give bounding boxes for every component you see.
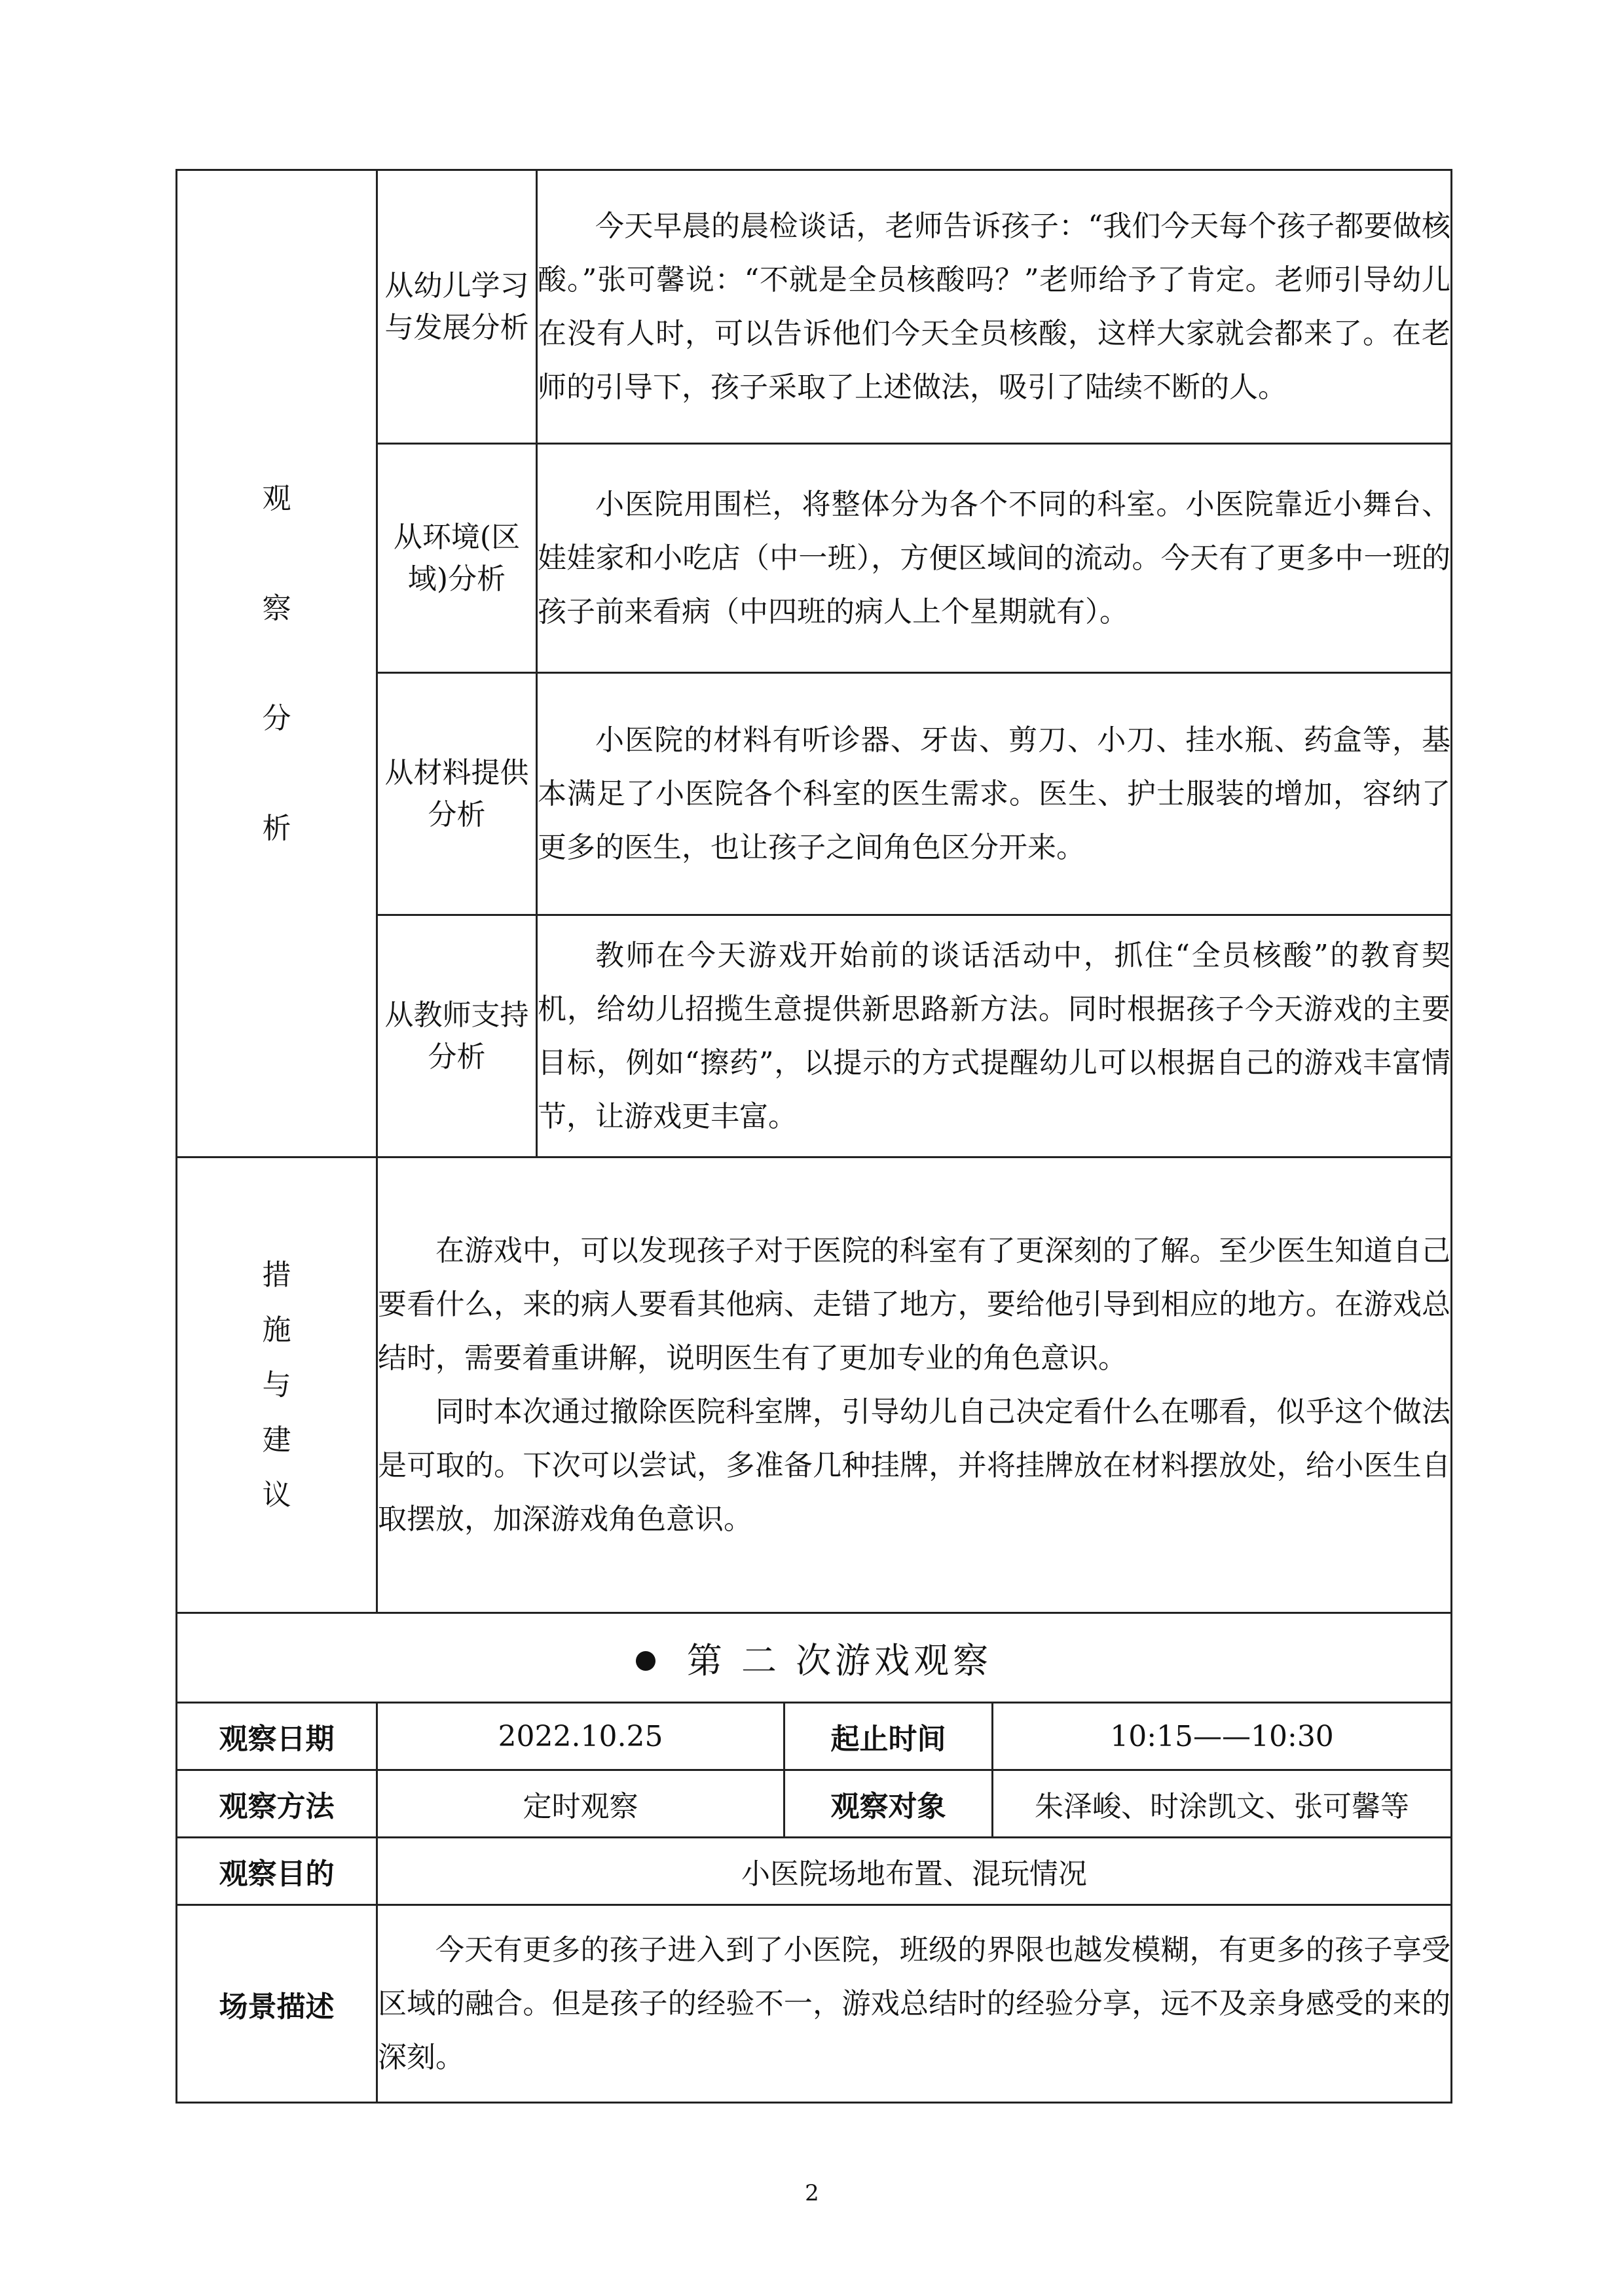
section-char: 分 [262, 701, 291, 735]
measures-paragraph: 同时本次通过撤除医院科室牌，引导幼儿自己决定看什么在哪看，似乎这个做法是可取的。下次可以尝试，多准备几种挂牌，并将挂牌放在材料摆放处，给小医生自取摆放，加深游戏角色意识。 [378, 1394, 1451, 1536]
section-char: 察 [262, 591, 291, 625]
section-char: 与 [262, 1368, 291, 1402]
second-observation-heading [177, 1613, 1452, 1703]
scene-paragraph: 今天有更多的孩子进入到了小医院，班级的界限也越发模糊，有更多的孩子享受区域的融合。但是孩子的经验不一，游戏总结时的经验分享，远不及亲身感受的来的深刻。 [378, 1933, 1451, 2074]
purpose-value: 小医院场地布置、混玩情况 [377, 1838, 1452, 1905]
measures-text [377, 1157, 1452, 1613]
measures-paragraph: 在游戏中，可以发现孩子对于医院的科室有了更深刻的了解。至少医生知道自己要看什么，来的病人要看其他病、走错了地方，要给他引导到相应的地方。在游戏总结时，需要着重讲解，说明医生有了更加专业的角色意识。 [378, 1233, 1451, 1375]
section-char: 析 [262, 811, 291, 845]
section-char: 议 [262, 1478, 291, 1512]
section-char: 施 [262, 1313, 291, 1347]
time-value: 10:15——10:30 [993, 1703, 1452, 1770]
section-char: 建 [262, 1423, 291, 1457]
analysis-row-label: 从教师支持分析 [377, 915, 537, 1157]
bullet-icon [636, 1651, 655, 1671]
scene-label: 场景描述 [177, 1905, 377, 2103]
heading-text: 第 二 次游戏观察 [686, 1639, 993, 1681]
analysis-row-text [537, 915, 1452, 1157]
analysis-row-text [537, 673, 1452, 915]
analysis-row-label: 从幼儿学习与发展分析 [377, 170, 537, 444]
observation-analysis-label [177, 170, 377, 1157]
purpose-label: 观察目的 [177, 1838, 377, 1905]
subject-label: 观察对象 [784, 1770, 993, 1838]
date-label: 观察日期 [177, 1703, 377, 1770]
observation-record-table [175, 169, 1452, 2104]
analysis-row-label: 从环境(区域)分析 [377, 444, 537, 673]
section-char: 观 [262, 481, 291, 515]
method-value: 定时观察 [377, 1770, 784, 1838]
time-label: 起止时间 [784, 1703, 993, 1770]
analysis-row-text [537, 170, 1452, 444]
date-value: 2022.10.25 [377, 1703, 784, 1770]
measures-label [177, 1157, 377, 1613]
page-number: 2 [805, 2180, 819, 2206]
scene-text [377, 1905, 1452, 2103]
analysis-paragraph: 教师在今天游戏开始前的谈话活动中，抓住“全员核酸”的教育契机，给幼儿招揽生意提供新思路新方法。同时根据孩子今天游戏的主要目标，例如“擦药”，以提示的方式提醒幼儿可以根据自己的游戏丰富情节，让游戏更丰富。 [538, 938, 1451, 1133]
analysis-paragraph: 今天早晨的晨检谈话，老师告诉孩子：“我们今天每个孩子都要做核酸。”张可馨说：“不就是全员核酸吗？”老师给予了肯定。老师引导幼儿在没有人时，可以告诉他们今天全员核酸，这样大家就会都来了。在老师的引导下，孩子采取了上述做法，吸引了陆续不断的人。 [538, 209, 1451, 404]
subject-value: 朱泽峻、时涂凯文、张可馨等 [993, 1770, 1452, 1838]
analysis-row-label: 从材料提供分析 [377, 673, 537, 915]
section-char: 措 [262, 1258, 291, 1292]
analysis-row-text [537, 444, 1452, 673]
method-label: 观察方法 [177, 1770, 377, 1838]
analysis-paragraph: 小医院用围栏，将整体分为各个不同的科室。小医院靠近小舞台、娃娃家和小吃店（中一班），方便区域间的流动。今天有了更多中一班的孩子前来看病（中四班的病人上个星期就有）。 [538, 487, 1451, 629]
analysis-paragraph: 小医院的材料有听诊器、牙齿、剪刀、小刀、挂水瓶、药盒等，基本满足了小医院各个科室的医生需求。医生、护士服装的增加，容纳了更多的医生，也让孩子之间角色区分开来。 [538, 723, 1451, 864]
